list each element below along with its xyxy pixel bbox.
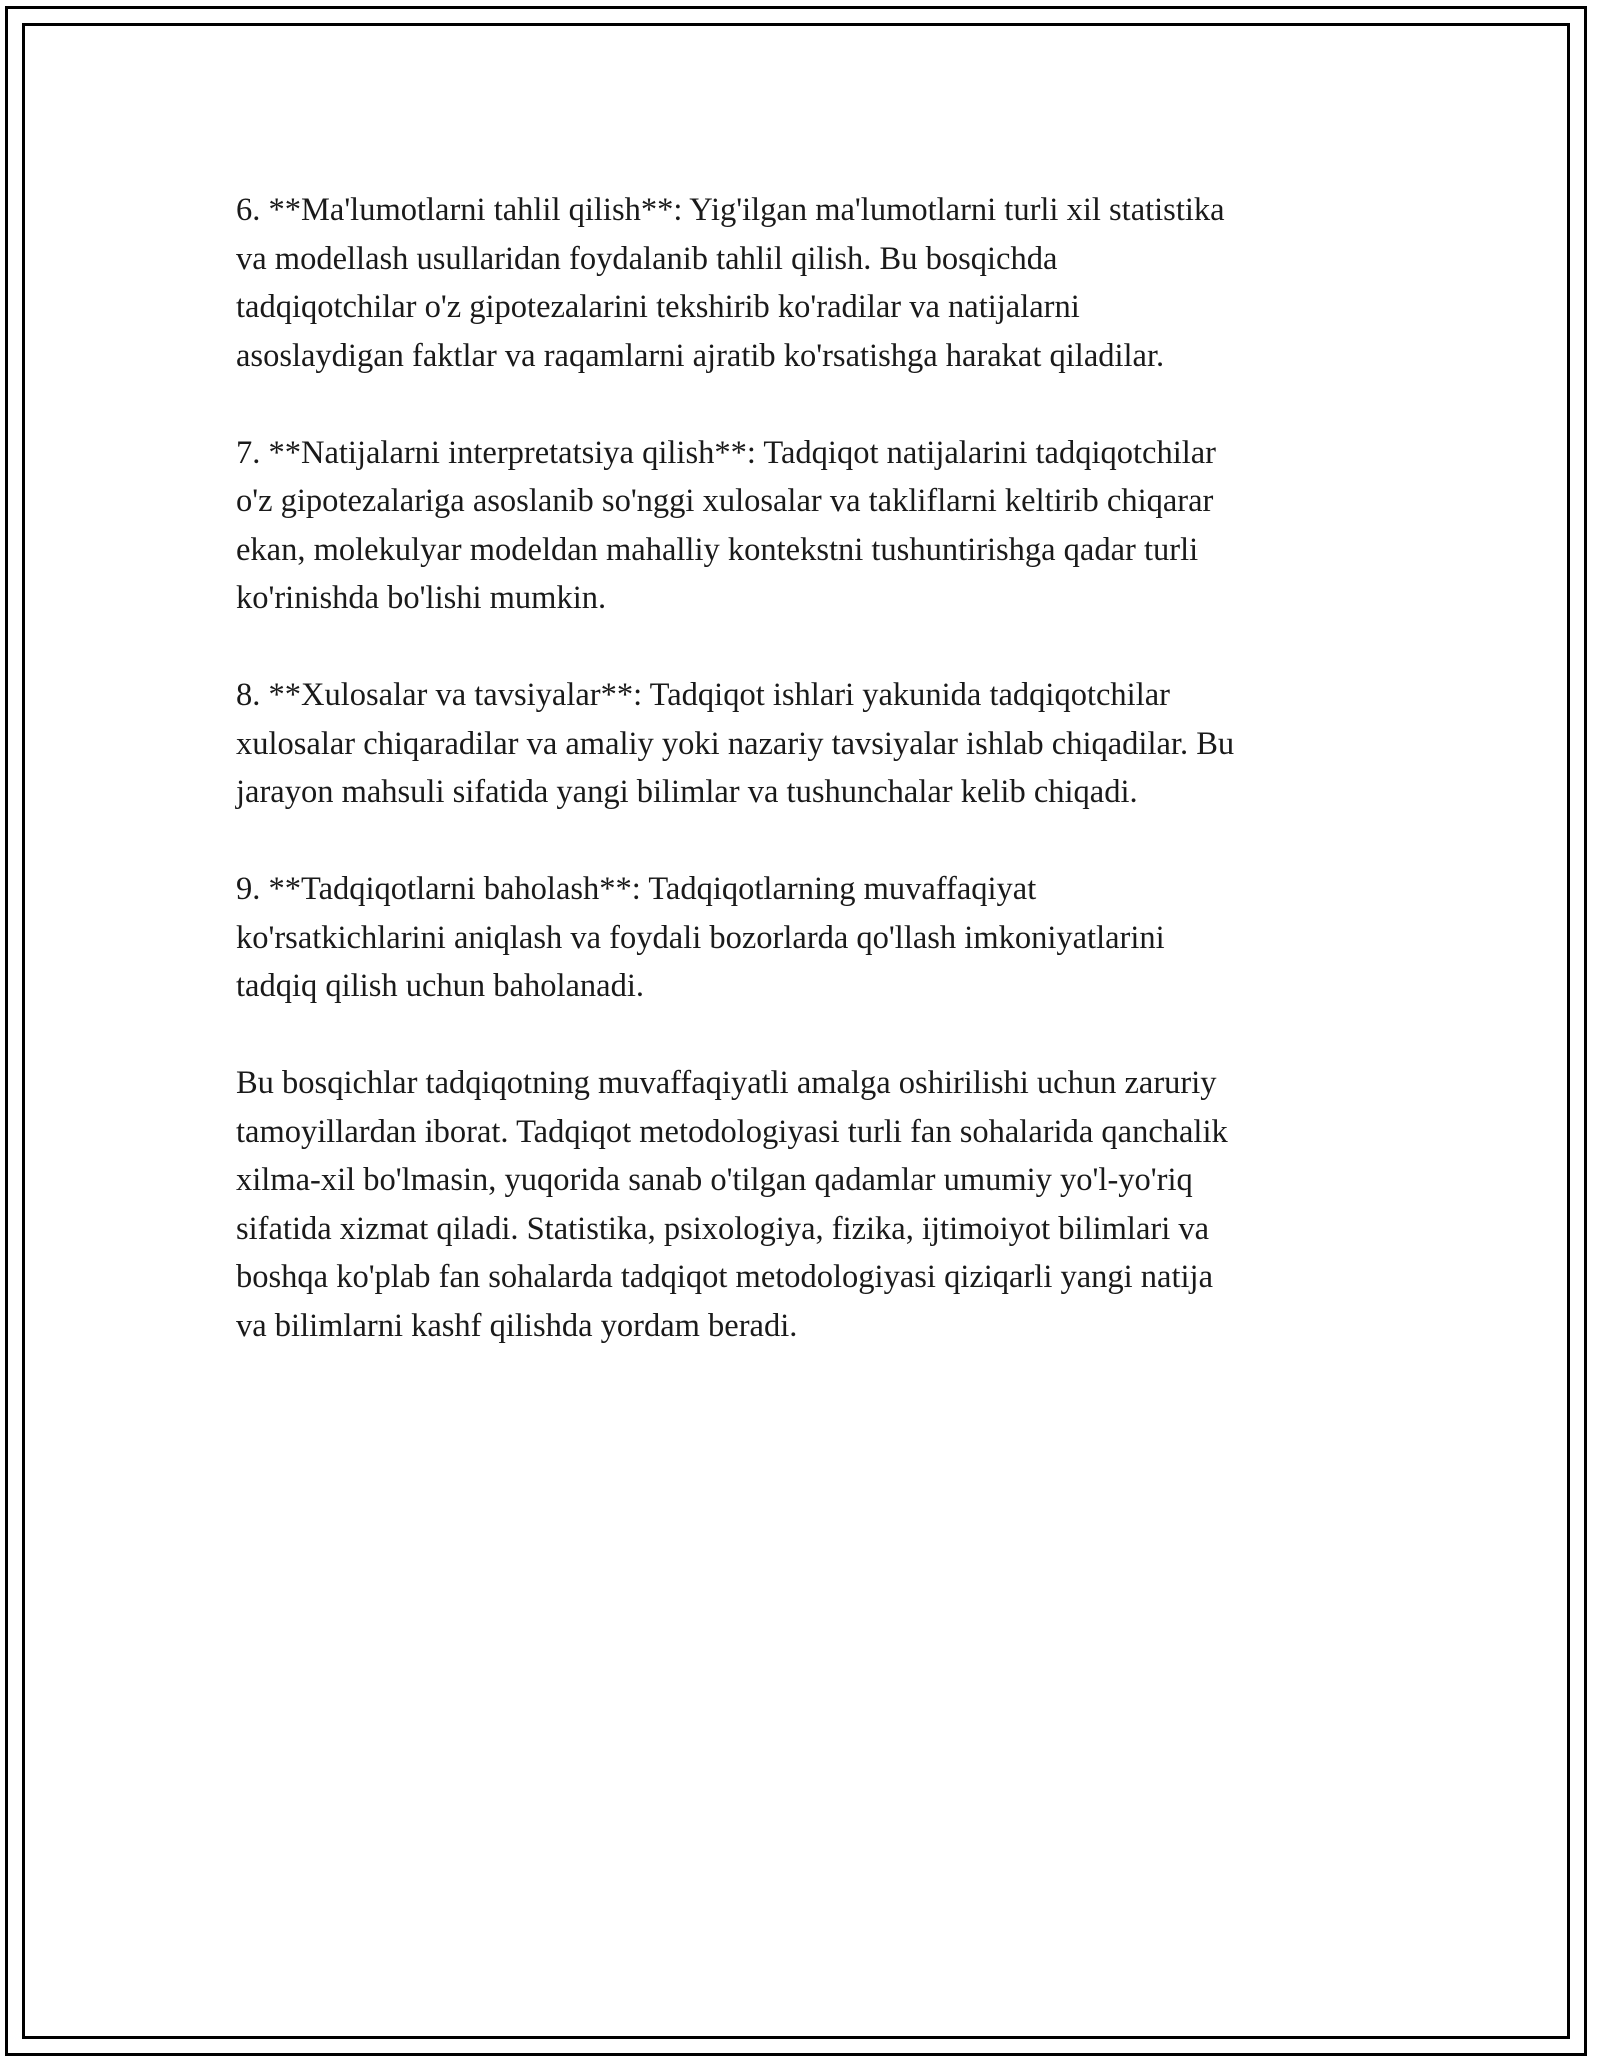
paragraph-step-9: 9. **Tadqiqotlarni baholash**: Tadqiqotlarning muvaffaqiyat ko'rsatkichlarini aniqlash va foydali bozorlarda qo'llash imkoniyatlarini tadqiq qilish uchun baholanadi. bbox=[236, 871, 1165, 1004]
paragraph-step-7: 7. **Natijalarni interpretatsiya qilish**: Tadqiqot natijalarini tadqiqotchilar o'z gipotezalariga asoslanib so'nggi xulosalar va takliflarni keltirib chiqarar ekan, molekulyar modeldan mahalliy kontekstni tushuntirishga qadar turli ko'rinishda bo'lishi mumkin. bbox=[236, 434, 1216, 616]
document-body bbox=[236, 186, 1366, 1399]
paragraph-step-8: 8. **Xulosalar va tavsiyalar**: Tadqiqot ishlari yakunida tadqiqotchilar xulosalar chiqaradilar va amaliy yoki nazariy tavsiyalar ishlab chiqadilar. Bu jarayon mahsuli sifatida yangi bilimlar va tushunchalar kelib chiqadi. bbox=[236, 677, 1235, 810]
paragraph-conclusion: Bu bosqichlar tadqiqotning muvaffaqiyatli amalga oshirilishi uchun zaruriy tamoyillardan iborat. Tadqiqot metodologiyasi turli fan sohalarida qanchalik xilma-xil bo'lmasin, yuqorida sanab o'tilgan qadamlar umumiy yo'l-yo'riq sifatida xizmat qiladi. Statistika, psixologiya, fizika, ijtimoiyot bilimlari va boshqa ko'plab fan sohalarda tadqiqot metodologiyasi qiziqarli yangi natija va bilimlarni kashf qilishda yordam beradi. bbox=[236, 1065, 1228, 1344]
paragraph-step-6: 6. **Ma'lumotlarni tahlil qilish**: Yig'ilgan ma'lumotlarni turli xil statistika va modellash usullaridan foydalanib tahlil qilish. Bu bosqichda tadqiqotchilar o'z gipotezalarini tekshirib ko'radilar va natijalarni asoslaydigan faktlar va raqamlarni ajratib ko'rsatishga harakat qiladilar. bbox=[236, 192, 1225, 374]
